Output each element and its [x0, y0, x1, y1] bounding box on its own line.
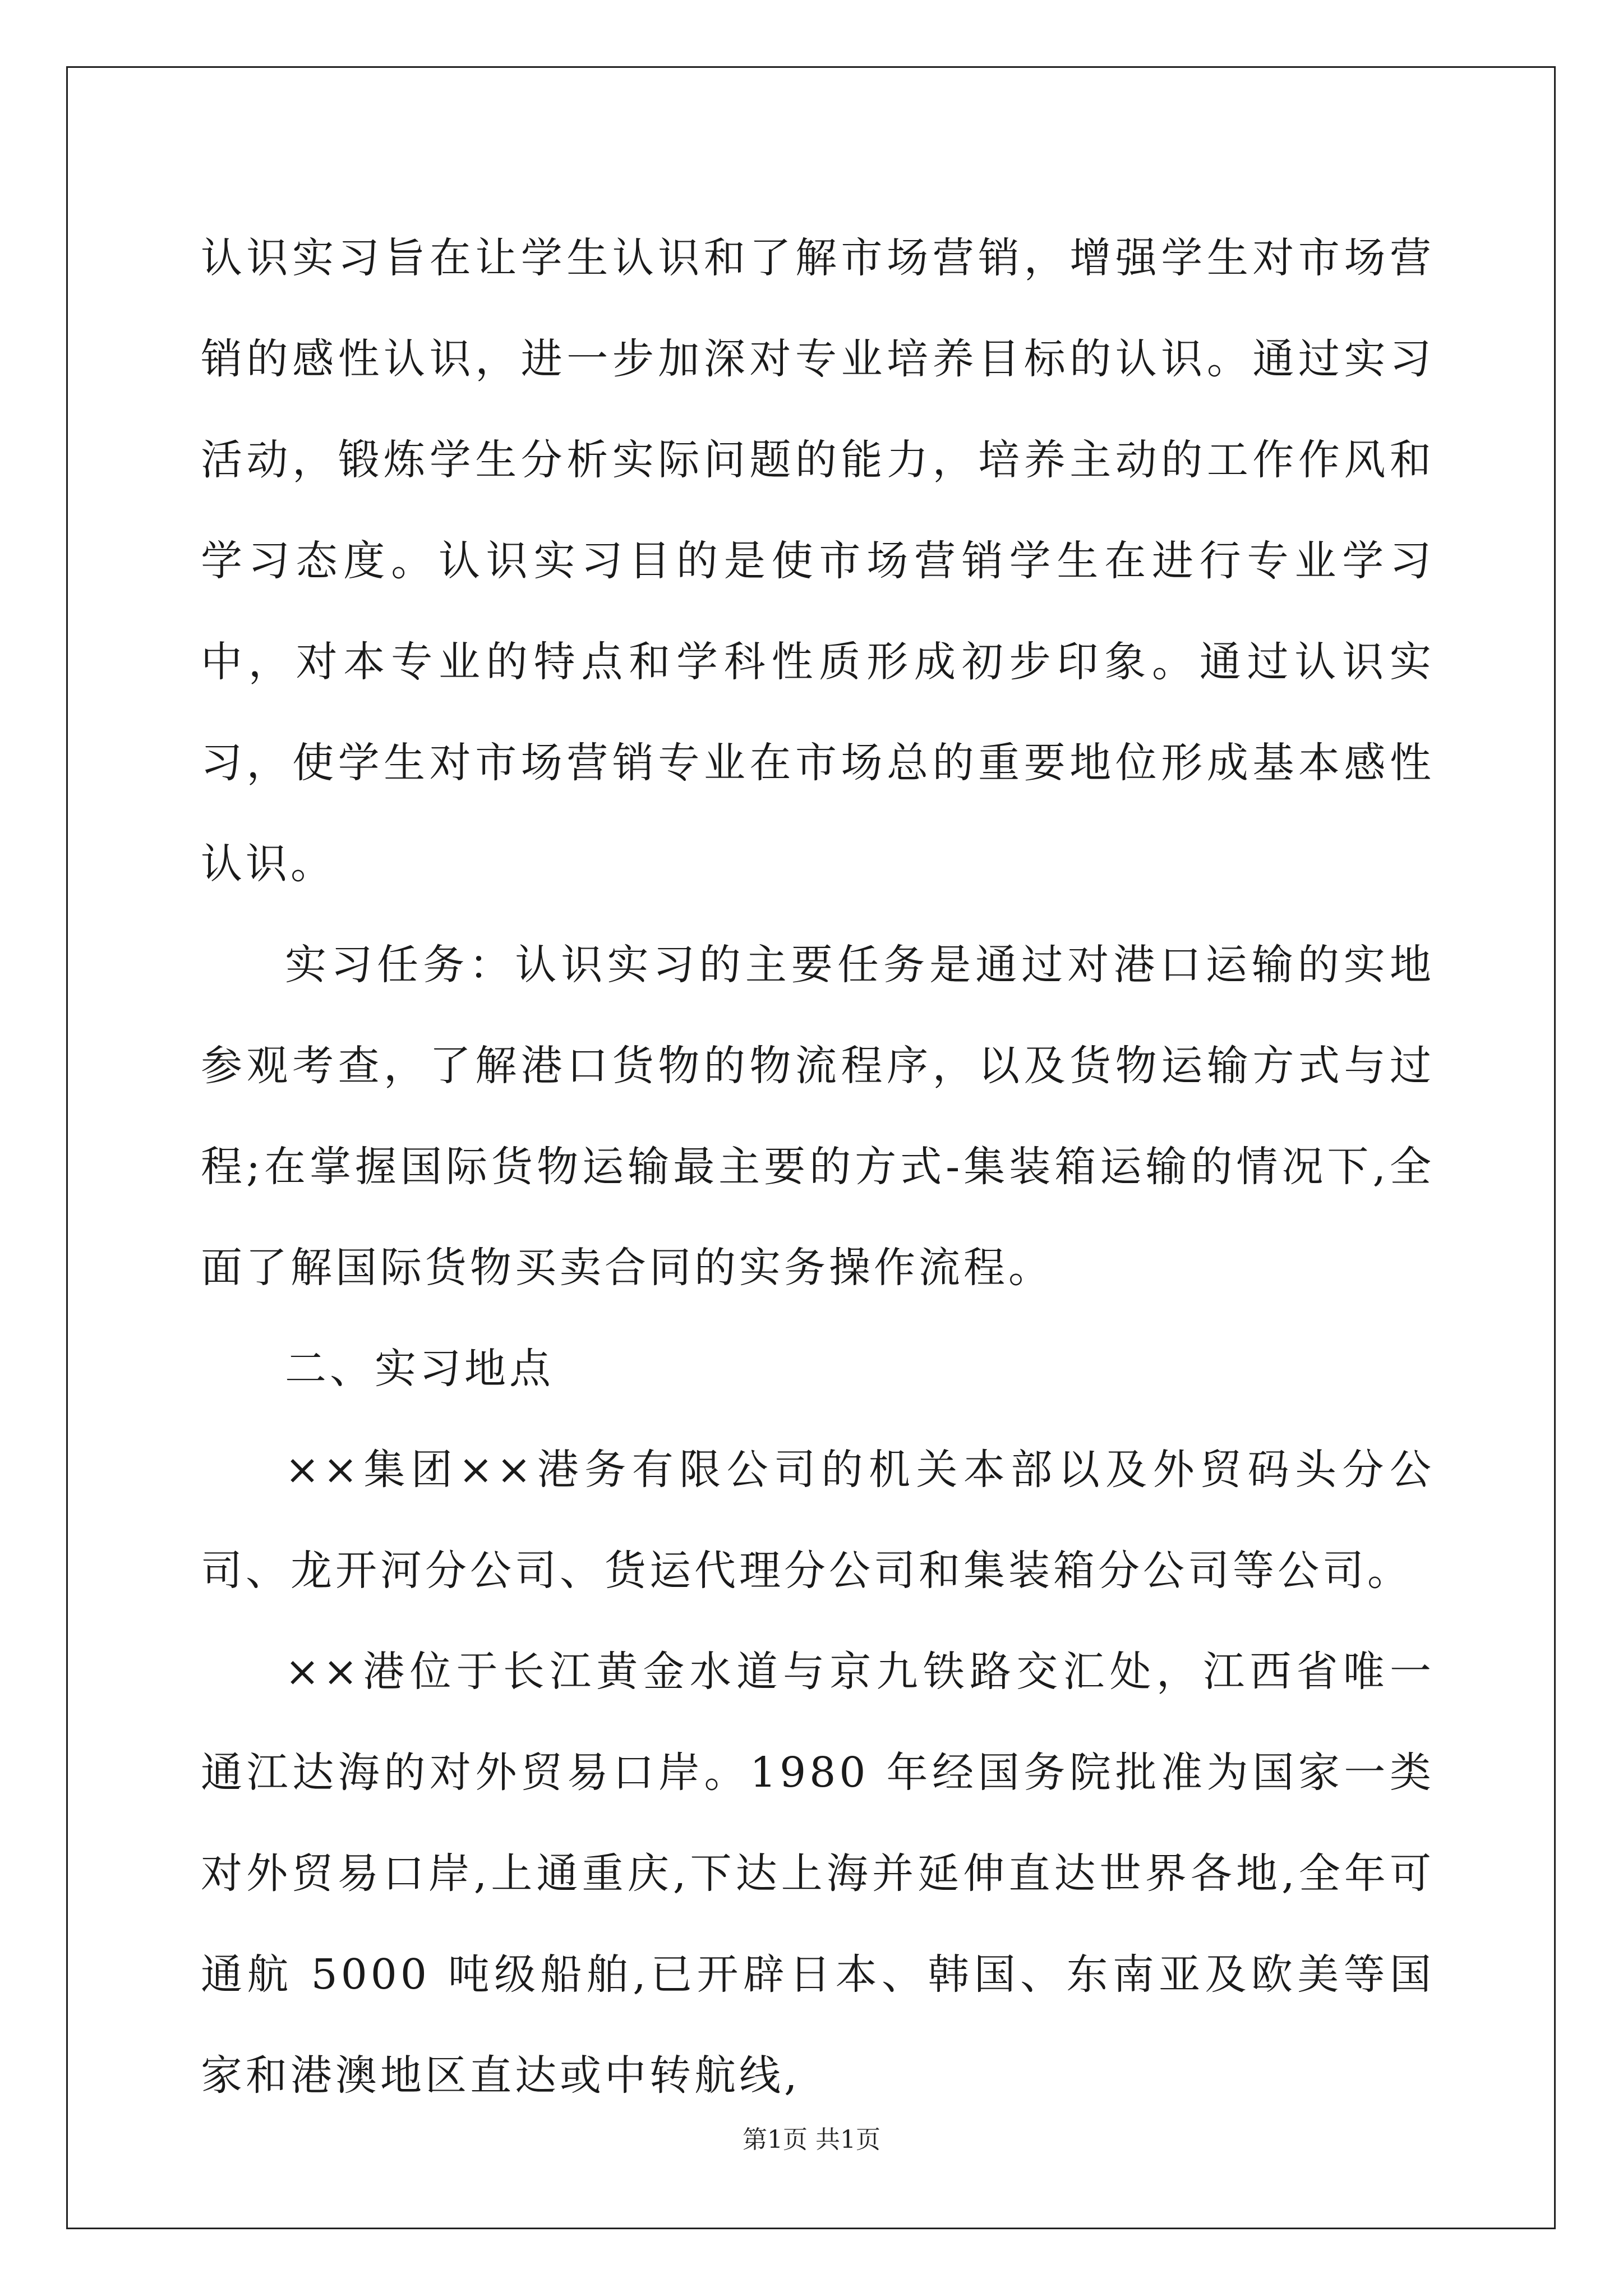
paragraph-purpose: 认识实习旨在让学生认识和了解市场营销，增强学生对市场营销的感性认识，进一步加深对专业培养目标的认识。通过实习活动，锻炼学生分析实际问题的能力，培养主动的工作作风和学习态度。认识实习目的是使市场营销学生在进行专业学习中，对本专业的特点和学科性质形成初步印象。通过认识实习，使学生对市场营销专业在市场总的重要地位形成基本感性认识。 — [201, 234, 1435, 888]
paragraph-port: ××港位于长江黄金水道与京九铁路交汇处，江西省唯一通江达海的对外贸易口岸。1980 年经国务院批准为国家一类对外贸易口岸,上通重庆,下达上海并延伸直达世界各地,全年可通航 5000 吨级船舶,已开辟日本、韩国、东南亚及欧美等国家和港澳地区直达或中转航线, — [201, 1648, 1435, 2100]
page-footer: 第1页 共1页 — [743, 2125, 880, 2154]
section-heading-location: 二、实习地点 — [285, 1345, 554, 1393]
paragraph-task: 实习任务：认识实习的主要任务是通过对港口运输的实地参观考查，了解港口货物的物流程序，以及货物运输方式与过程;在掌握国际货物运输最主要的方式-集装箱运输的情况下,全面了解国际货物买卖合同的实务操作流程。 — [201, 941, 1435, 1292]
paragraph-company: ××集团××港务有限公司的机关本部以及外贸码头分公司、龙开河分公司、货运代理分公司和集装箱分公司等公司。 — [201, 1446, 1435, 1595]
document-body — [201, 208, 1435, 2126]
